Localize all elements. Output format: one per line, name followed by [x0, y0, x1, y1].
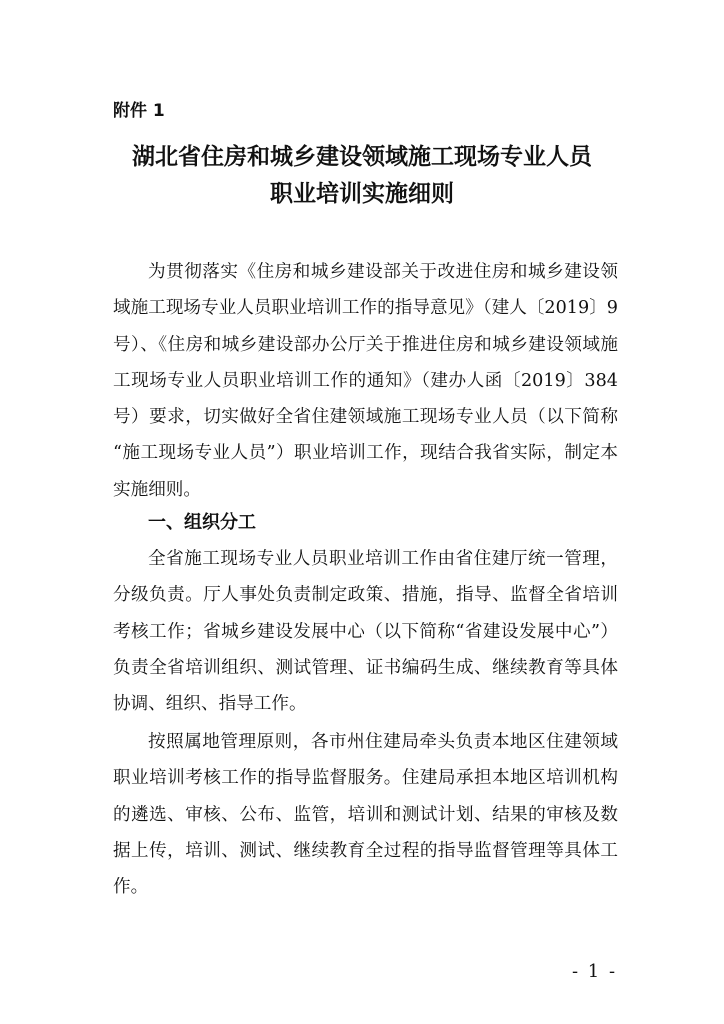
intro-paragraph: 为贯彻落实《住房和城乡建设部关于改进住房和城乡建设领域施工现场专业人员职业培训工作的指导意见》（建人〔2019〕9 号）、《住房和城乡建设部办公厅关于推进住房和城乡建设领域施工现场专业人员职业培训工作的通知》（建办人函〔2019〕384 号）要求，切实做好全省住建领域施工现场专业人员（以下简称 “施工现场专业人员”）职业培训工作，现结合我省实际，制定本实施细则。 — [113, 262, 618, 500]
document-title-line-2: 职业培训实施细则 — [270, 180, 454, 207]
section-heading-organization: 一、组织分工 — [148, 512, 256, 533]
attachment-label: 附件 1 — [113, 101, 165, 121]
division-of-duties-paragraph: 全省施工现场专业人员职业培训工作由省住建厅统一管理，分级负责。厅人事处负责制定政策、措施，指导、监督全省培训考核工作；省城乡建设发展中心（以下简称“省建设发展中心”）负责全省培训组织、测试管理、证书编码生成、继续教育等具体协调、组织、指导工作。 — [113, 549, 618, 715]
document-title-line-1: 湖北省住房和城乡建设领域施工现场专业人员 — [132, 143, 592, 170]
local-management-paragraph: 按照属地管理原则，各市州住建局牵头负责本地区住建领域职业培训考核工作的指导监督服务。住建局承担本地区培训机构的遴选、审核、公布、监管，培训和测试计划、结果的审核及数据上传，培训、测试、继续教育全过程的指导监督管理等具体工作。 — [113, 732, 618, 898]
page-number: - 1 - — [572, 961, 618, 982]
